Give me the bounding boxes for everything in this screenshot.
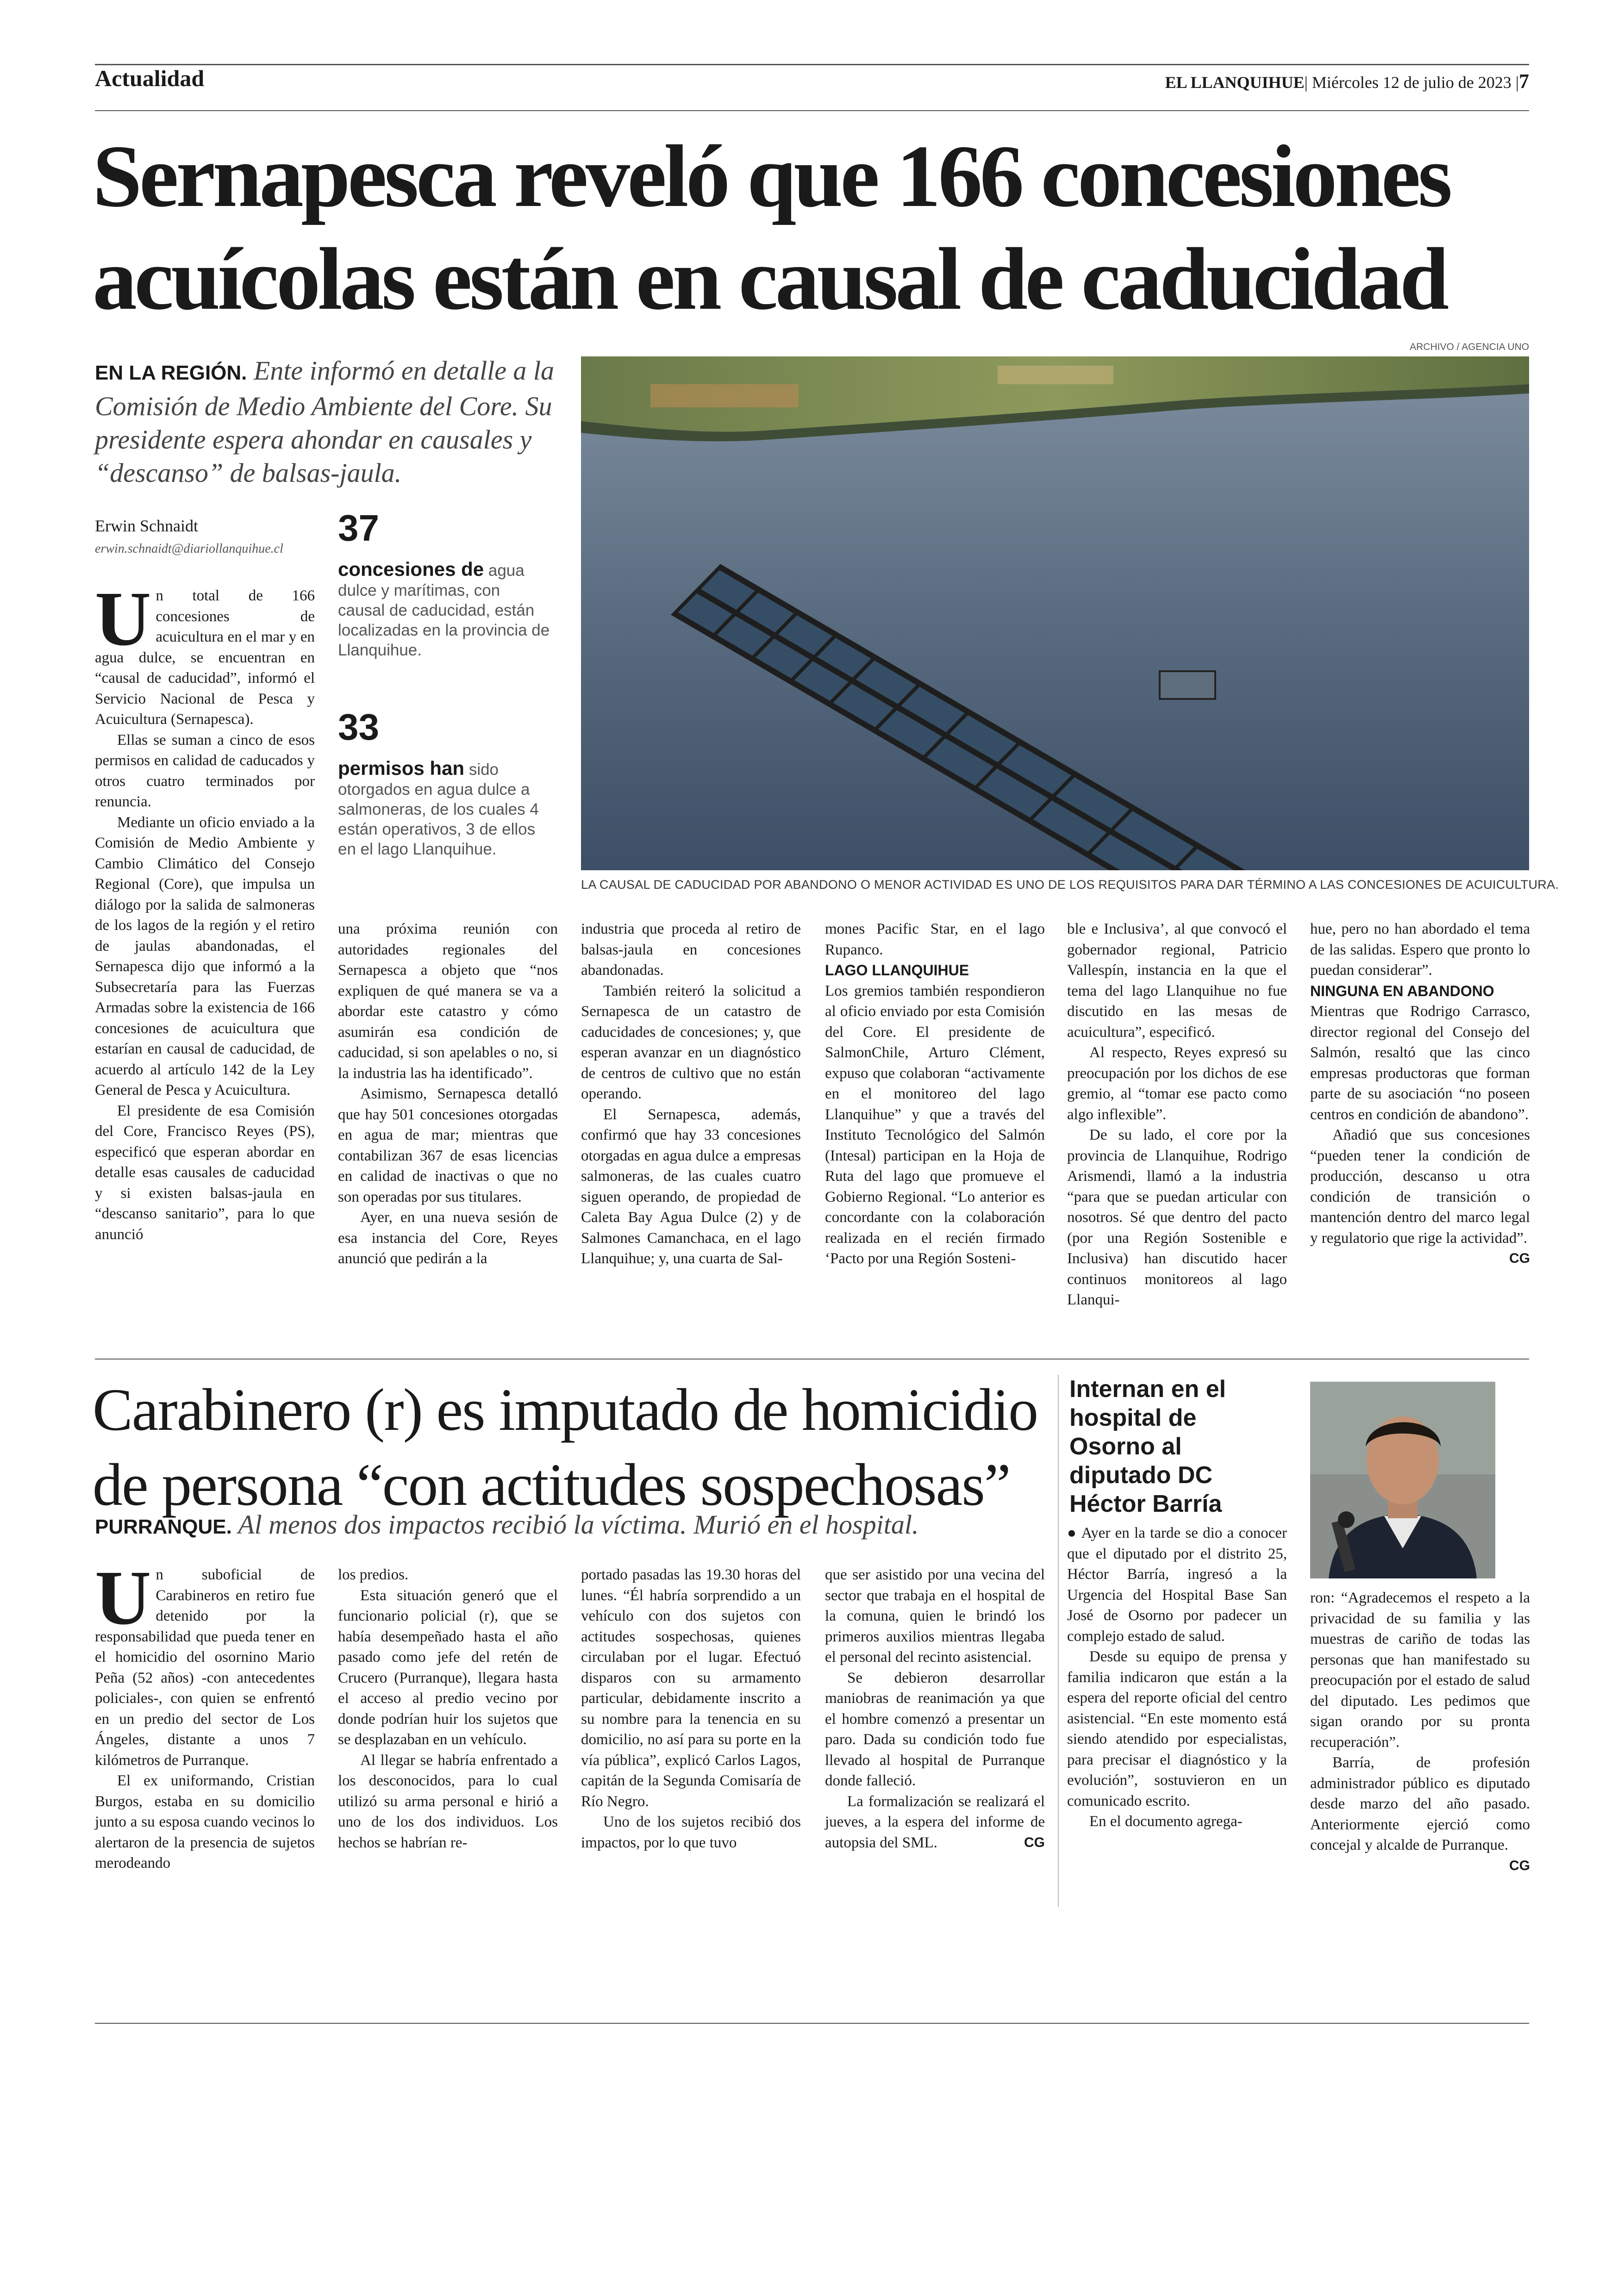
photo-credit: ARCHIVO / AGENCIA UNO <box>1410 342 1529 352</box>
story3-column-1 <box>1067 1523 1287 1832</box>
paper-name: EL LLANQUIHUE <box>1165 73 1305 92</box>
byline: Erwin Schnaidt <box>95 517 198 535</box>
folio <box>1165 69 1529 93</box>
paragraph-text: Añadió que sus concesiones “pueden tener la condición de producción, descanso u otra condición de transición o mantención dentro del marco legal y regulatorio que rige la actividad”. <box>1310 1127 1530 1247</box>
fact-body: agua dulce y marítimas, con causal de caducidad, están localizadas en la provincia de Llanquihue. <box>338 561 550 659</box>
story2-column-4 <box>825 1565 1045 1853</box>
story1-column-1 <box>95 576 315 1245</box>
paragraph <box>1310 1752 1530 1873</box>
paragraph: Mediante un oficio enviado a la Comisión de Medio Ambiente y Cambio Climático del Consejo Regional (Core), que impulsa un diálogo por la salida de salmoneras de los lagos de la región y el retiro de jaulas abandonadas, el Sernapesca dijo que informó a la Subsecretaría para las Fuerzas Armadas sobre la existencia de 166 concesiones de acuicultura que estarían en causal de caducidad, de acuerdo al artículo 142 de la Ley General de Pesca y Acuicultura. <box>95 814 315 1098</box>
subhead-ninguna-en-abandono: NINGUNA EN ABANDONO <box>1310 982 1494 999</box>
fact-text <box>338 758 551 859</box>
page-number: 7 <box>1519 70 1529 93</box>
paragraph: De su lado, el core por la provincia de Llanquihue, Rodrigo Arismendi, llamó a la industria “para que se puedan articular con nosotros. Sé que dentro del pacto (por una Región Sostenible e Inclusiva) han discutido hacer continuos monitoreos al lago Llanqui- <box>1067 1127 1287 1308</box>
paragraph: El Sernapesca, además, confirmó que hay 33 concesiones otorgadas en agua dulce a empresas salmoneras, de las cuales cuatro siguen operando, de propiedad de Caleta Bay Agua Dulce (2) y de Salmones Camanchaca, en el lago Llanquihue; y, una cuarta de Sal- <box>581 1106 801 1267</box>
paragraph-text: Ayer en la tarde se dio a conocer que el diputado por el distrito 25, Héctor Barría, ingresó a la Urgencia del Hospital Base San José de Osorno por padecer un complejo estado de salud. <box>1067 1525 1287 1645</box>
story2-column-1 <box>95 1555 315 1874</box>
portrait-photo <box>1310 1382 1495 1578</box>
end-mark: CG <box>1509 1251 1530 1266</box>
paragraph: Al llegar se habría enfrentado a los desconocidos, para lo cual utilizó su arma personal e hirió a uno de los dos individuos. Los hechos se habrían re- <box>338 1752 558 1851</box>
main-deck <box>95 354 558 490</box>
end-mark: CG <box>1024 1834 1045 1850</box>
paragraph: Mientras que Rodrigo Carrasco, director regional del Consejo del Salmón, resaltó que las cinco empresas productoras que forman parte de su asociación “no poseen centros en condición de abandono”. <box>1310 1003 1530 1123</box>
story3-column-2 <box>1310 1588 1530 1876</box>
subhead-lago-llanquihue: LAGO LLANQUIHUE <box>825 962 969 979</box>
fact-number: 37 <box>338 507 379 549</box>
paragraph: Esta situación generó que el funcionario policial (r), que se había desempeñado hasta el año pasado como jefe del retén de Crucero (Purranque), llegara hasta el acceso al predio vecino por donde podrían huir los sujetos que se desplazaban en un vehículo. <box>338 1587 558 1748</box>
fact-text <box>338 559 551 660</box>
paragraph: El presidente de esa Comisión del Core, Francisco Reyes (PS), especificó que esperan abordar en detalle esas causales de caducidad y si existen balsas-jaula en “descanso sanitario”, para lo que anunció <box>95 1102 315 1243</box>
second-headline: Carabinero (r) es imputado de homicidio de persona “con actitudes sospechosas” <box>93 1377 1038 1518</box>
top-rule <box>95 64 1529 65</box>
paragraph: Los gremios también respondieron al oficio enviado por esta Comisión del Core. El presidente de SalmonChile, Arturo Clément, expuso que colaboran “activamente en el monitoreo del lago Llanquihue” y que a través del Instituto Tecnológico del Salmón (Intesal) participan en la Hoja de Ruta del lago que promueve el Gobierno Regional. “Lo anterior es concordante con la colaboración realizada en el recién firmado ‘Pacto por una Región Sosteni- <box>825 982 1045 1267</box>
section-label: Actualidad <box>95 65 205 91</box>
paragraph-text: n total de 166 concesiones de acuicultura en el mar y en agua dulce, se encuentran en “causal de caducidad”, informó el Servicio Nacional de Pesca y Acuicultura (Sernapesca). <box>95 587 315 728</box>
column-divider <box>1058 1375 1059 1907</box>
deck-text: Ente informó en detalle a la Comisión de Medio Ambiente del Core. Su presidente espera ahondar en causales y “descanso” de balsas-jaula. <box>95 355 555 488</box>
paragraph: También reiteró la solicitud a Sernapesca de un catastro de caducidades de concesiones; y, que esperan avanzar en un diagnóstico de centros de cultivo que no están operando. <box>581 982 801 1102</box>
deck-text: Al menos dos impactos recibió la víctima. Murió en el hospital. <box>231 1509 919 1540</box>
paragraph: ble e Inclusiva’, al que convocó el gobernador regional, Patricio Vallespín, instancia en la que el tema del lago Llanquihue no fue discutido en las mesas de acuicultura”, especificó. <box>1067 921 1287 1041</box>
paragraph: los predios. <box>338 1566 409 1583</box>
paragraph: Desde su equipo de prensa y familia indicaron que están a la espera del reporte oficial del centro asistencial. “En este momento está siendo atendido por especialistas, para precisar el diagnóstico y la evolución”, sostuvieron en un comunicado escrito. <box>1067 1648 1287 1809</box>
paragraph: Ellas se suman a cinco de esos permisos en calidad de caducados y otros cuatro terminados por renuncia. <box>95 731 315 810</box>
story2-column-3 <box>581 1565 801 1853</box>
paragraph: Al respecto, Reyes expresó su preocupación por los dichos de ese gremio, al “tomar ese pacto como algo inflexible”. <box>1067 1044 1287 1123</box>
paragraph: El ex uniformando, Cristian Burgos, estaba en su domicilio junto a su esposa cuando vecinos lo alertaron de la presencia de sujetos merodeando <box>95 1772 315 1871</box>
paragraph: En el documento agrega- <box>1089 1813 1243 1830</box>
end-mark: CG <box>1509 1858 1530 1873</box>
deck-kicker: EN LA REGIÓN. <box>95 362 247 384</box>
side-headline: Internan en el hospital de Osorno al diputado DC Héctor Barría <box>1069 1376 1226 1517</box>
drop-cap: U <box>95 1555 151 1641</box>
story1-column-2 <box>338 919 558 1269</box>
paragraph: ron: “Agradecemos el respeto a la privacidad de su familia y las muestras de cariño de todas las personas que han manifestado su preocupación por el estado de salud del diputado. Les pedimos que sigan orando por su pronta recuperación”. <box>1310 1590 1530 1751</box>
paragraph: una próxima reunión con autoridades regionales del Sernapesca a objeto que “nos expliquen de qué manera se va a abordar este catastro y cómo asumirán esa condición de caducidad, si son apelables o no, si la industria las ha identificado”. <box>338 921 558 1082</box>
author-email: erwin.schnaidt@diariollanquihue.cl <box>95 542 283 556</box>
drop-cap: U <box>95 576 151 662</box>
deck-kicker: PURRANQUE. <box>95 1515 232 1538</box>
paragraph <box>95 576 315 730</box>
paragraph: Asimismo, Sernapesca detalló que hay 501 concesiones otorgadas en agua de mar; mientras que contabilizan 367 de esas licencias en calidad de inactivas o que no son operadas por sus titulares. <box>338 1085 558 1205</box>
paragraph: portado pasadas las 19.30 horas del lunes. “Él habría sorprendido a un vehículo con dos sujetos con actitudes sospechosas, quienes circulaban por el lugar. Efectuó disparos con su armamento particular, debidamente inscrito a su nombre para la tenencia en su domicilio, no así para su porte en la vía pública”, explicó Carlos Lagos, capitán de la Segunda Comisaría de Río Negro. <box>581 1566 801 1810</box>
paragraph: Uno de los sujetos recibió dos impactos, por lo que tuvo <box>581 1814 801 1851</box>
fact-lead: concesiones de <box>338 558 484 580</box>
story1-column-6 <box>1310 919 1530 1269</box>
paragraph <box>95 1555 315 1771</box>
fact-lead: permisos han <box>338 757 465 779</box>
paragraph: mones Pacific Star, en el lago Rupanco. <box>825 921 1045 958</box>
paragraph-text: Barría, de profesión administrador público es diputado desde marzo del año pasado. Anteriormente ejerció como concejal y alcalde de Purranque. <box>1310 1754 1530 1853</box>
story-divider <box>95 1359 1529 1360</box>
paragraph-text: La formalización se realizará el jueves, a la espera del informe de autopsia del SML. <box>825 1793 1045 1851</box>
issue-date: | Miércoles 12 de julio de 2023 | <box>1304 73 1519 92</box>
bottom-rule <box>95 2023 1529 2024</box>
paragraph: Se debieron desarrollar maniobras de reanimación ya que el hombre comenzó a presentar un paro. Dada su condición todo fue llevado al hospital de Purranque donde falleció. <box>825 1669 1045 1789</box>
paragraph <box>1310 1125 1530 1266</box>
story2-column-2 <box>338 1565 558 1853</box>
fact-body: sido otorgados en agua dulce a salmoneras, de los cuales 4 están operativos, 3 de ellos en el lago Llanquihue. <box>338 761 539 858</box>
header-rule <box>95 110 1529 111</box>
main-headline: Sernapesca reveló que 166 concesiones acuícolas están en causal de caducidad <box>93 127 1450 328</box>
fact-number: 33 <box>338 706 379 748</box>
photo-caption: LA CAUSAL DE CADUCIDAD POR ABANDONO O MENOR ACTIVIDAD ES UNO DE LOS REQUISITOS PARA DAR TÉRMINO A LAS CONCESIONES DE ACUICULTURA. <box>581 878 1559 892</box>
paragraph: que ser asistido por una vecina del sector que trabaja en el hospital de la comuna, quien le brindó los primeros auxilios mientras llegaba el personal del recinto asistencial. <box>825 1566 1045 1665</box>
lake-aquaculture-photo <box>581 356 1529 870</box>
paragraph: Ayer, en una nueva sesión de esa instancia del Core, Reyes anunció que pedirán a la <box>338 1209 558 1267</box>
paragraph: industria que proceda al retiro de balsas-jaula en concesiones abandonadas. <box>581 921 801 979</box>
second-deck <box>95 1509 1067 1540</box>
paragraph-text: n suboficial de Carabineros en retiro fue detenido por la responsabilidad que pueda tener en el homicidio del osornino Mario Peña (52 años) -con antecedentes policiales-, con quien se enfrentó en un predio del sector de Los Ángeles, distante a unos 7 kilómetros de Purranque. <box>95 1566 315 1769</box>
paragraph: ● Ayer en la tarde se dio a conocer que el diputado por el distrito 25, Héctor Barría, ingresó a la Urgencia del Hospital Base San José de Osorno por padecer un complejo estado de salud. <box>1067 1525 1287 1645</box>
story1-column-5 <box>1067 919 1287 1310</box>
paragraph: hue, pero no han abordado el tema de las salidas. Espero que pronto lo puedan considerar”. <box>1310 921 1530 979</box>
paragraph <box>825 1791 1045 1853</box>
story1-column-4 <box>825 919 1045 1269</box>
story1-column-3 <box>581 919 801 1269</box>
